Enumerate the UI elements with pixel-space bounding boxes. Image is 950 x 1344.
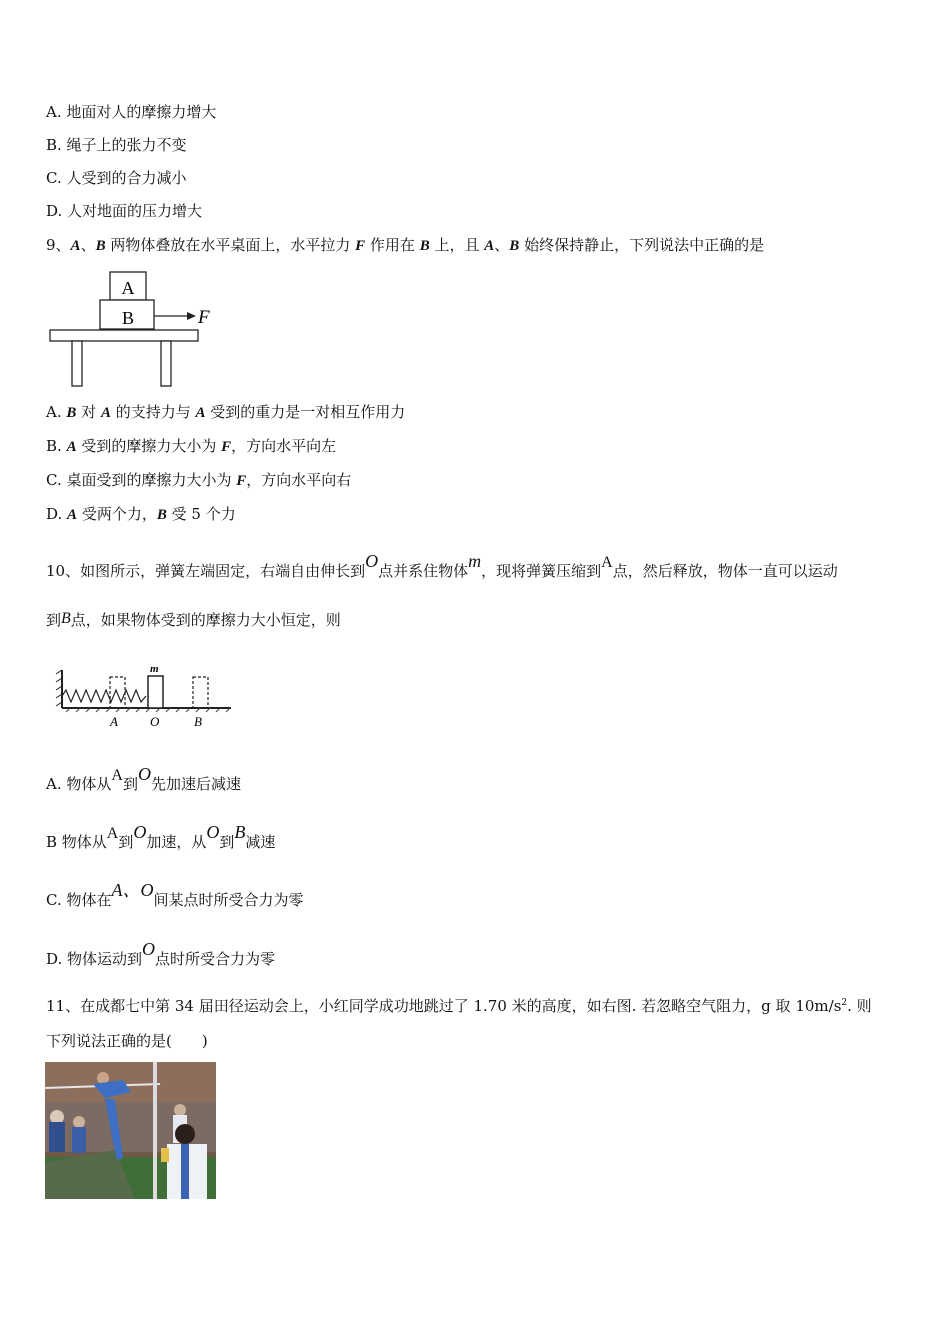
q11-high-jump-photo [45,1062,216,1199]
q10-figure-label-b: B [194,714,202,729]
q10-figure-label-m: m [150,663,159,675]
q10-stem-line1: 10、如图所示，弹簧左端固定，右端自由伸长到O点并系住物体m，现将弹簧压缩到A点，然后释放，物体一直可以运动 [46,551,838,580]
q8-option-b: B. 绳子上的张力不变 [46,136,187,154]
q8-option-a: A. 地面对人的摩擦力增大 [46,103,217,121]
q10-option-a: A. 物体从A到O先加速后减速 [46,764,241,793]
q10-stem-line2: 到B点，如果物体受到的摩擦力大小恒定，则 [46,610,341,629]
q11-stem-line1: 11、在成都七中第 34 届田径运动会上，小红同学成功地跳过了 1.70 米的高度，如右图. 若忽略空气阻力，g 取 $10m/s^2$. 则 [46,997,872,1015]
q9-figure-blocks-on-table [46,268,226,390]
q10-figure-label-o: O [150,714,160,729]
q9-figure-label-a: A [121,278,135,298]
q10-option-d: D. 物体运动到O点时所受合力为零 [46,939,276,968]
q8-option-d: D. 人对地面的压力增大 [46,202,203,220]
q11-stem-line2: 下列说法正确的是( ) [46,1032,208,1050]
q9-option-a: A. B 对 A 的支持力与 A 受到的重力是一对相互作用力 [46,403,406,421]
q9-stem: 9、A、B 两物体叠放在水平桌面上，水平拉力 F 作用在 B 上，且 A、B 始终保持静止，下列说法中正确的是 [46,236,765,254]
q8-option-c: C. 人受到的合力减小 [46,169,187,187]
q10-figure-label-a: A [110,714,118,729]
q9-option-c: C. 桌面受到的摩擦力大小为 F，方向水平向右 [46,471,352,489]
q10-option-b: B 物体从A到O加速，从O到B减速 [46,822,276,851]
q9-option-b: B. A 受到的摩擦力大小为 F，方向水平向左 [46,437,337,455]
q9-option-d: D. A 受两个力，B 受 5 个力 [46,505,236,523]
q10-figure-spring-system [46,650,246,740]
q10-option-c: C. 物体在A、O间某点时所受合力为零 [46,880,304,909]
q9-figure-label-f: F [198,307,210,328]
q9-figure-label-b: B [121,308,135,328]
